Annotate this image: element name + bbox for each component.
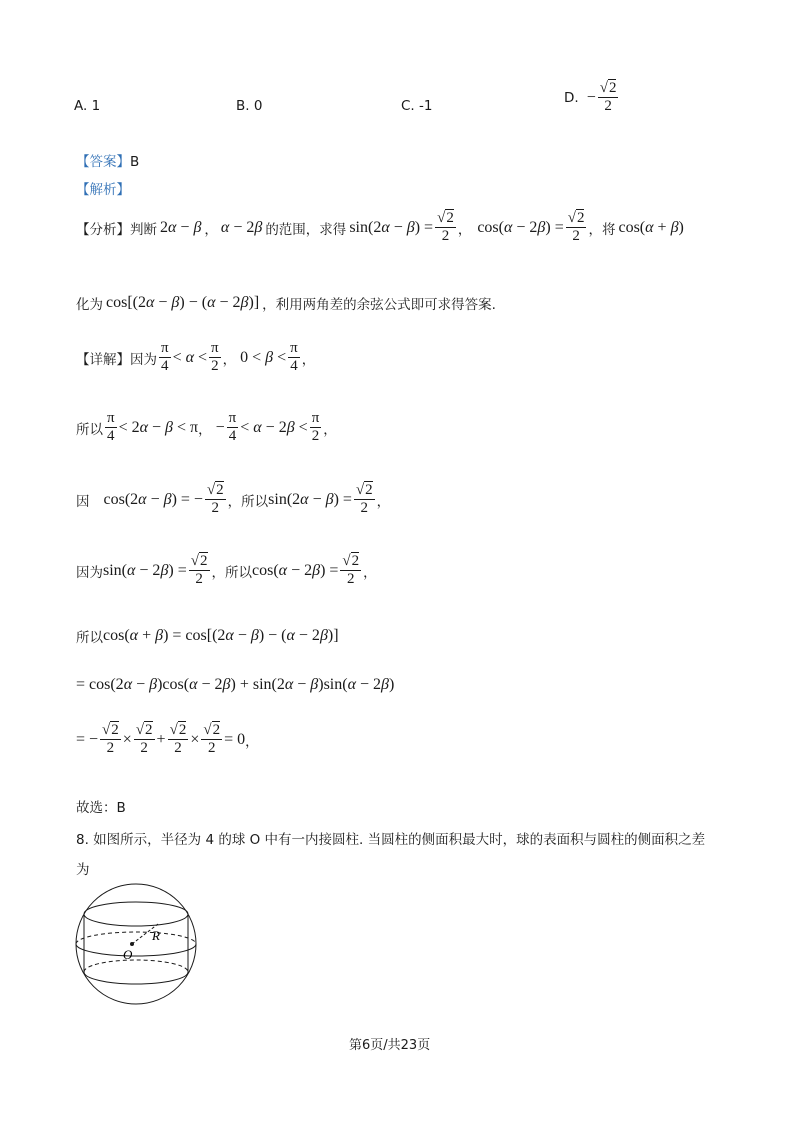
label-o: O	[123, 947, 133, 962]
analysis-line2-suffix: ，利用两角差的余弦公式即可求得答案.	[262, 297, 496, 313]
detail-line-6: = cos(2α − β)cos(α − 2β) + sin(2α − β)sin(α − 2β)	[76, 676, 395, 693]
analysis-text-3: ，将	[588, 221, 616, 238]
option-d-fraction: $\frac{√2}{2}$	[599, 80, 617, 115]
cylinder-top	[84, 902, 188, 926]
equator-front	[76, 944, 196, 956]
option-a: A. 1	[74, 98, 101, 114]
detail-line-3: 因 cos(2α − β) = − $\frac{√2}{2}$ ，所以 sin(2α − β) = $\frac{√2}{2}$ ，	[76, 482, 391, 517]
page-footer: 第6页/共23页	[349, 1038, 431, 1053]
analysis-expr-2: α − 2β	[220, 218, 263, 236]
equator-back	[76, 932, 196, 944]
detail-l3-text: 因	[76, 493, 90, 510]
analysis-tag: 【解析】	[76, 182, 130, 198]
detail-line-1: 【详解】 因为 $\frac{\pi}{4}$ < α < $\frac{\pi}{2}$ ， 0 < β < $\frac{\pi}{4}$ ，	[76, 340, 316, 375]
analysis-text-1: 判断	[130, 221, 157, 238]
analysis-expr-5: cos(α + β)	[618, 218, 684, 236]
analysis-line-1: 【分析】 判断 2α − β ， α − 2β 的范围，求得 sin(2α − β) = $\frac{√2}{2}$ ， cos(α − 2β) = $\frac{√2}{2}$ ，将 cos(α + β)	[76, 210, 684, 245]
analysis-line2-prefix: 化为	[76, 297, 103, 313]
analysis-line2-expr: cos[(2α − β) − (α − 2β)]	[106, 294, 260, 311]
sphere-cylinder-figure	[70, 880, 202, 1006]
detail-l4-text: 因为	[76, 564, 103, 581]
cylinder-bottom-front	[84, 972, 188, 984]
detail-l3-mid: ，所以	[227, 493, 269, 510]
detail-tag: 【详解】	[76, 351, 130, 368]
detail-line-5: 所以 cos(α + β) = cos[(2α − β) − (α − 2β)]	[76, 627, 339, 646]
option-d-prefix: D.	[564, 89, 579, 106]
analysis-text-2: 的范围，求得	[265, 221, 347, 238]
answer-line	[76, 150, 139, 170]
analysis-sep-1: ，	[204, 221, 218, 238]
analysis-expr-4: cos(α − 2β) =	[477, 218, 564, 236]
choice-line: 故选：B	[76, 800, 126, 816]
analysis-expr-3: sin(2α − β) =	[349, 218, 434, 236]
detail-line-7: = − $\frac{√2}{2}$ × $\frac{√2}{2}$ + $\frac{√2}{2}$ × $\frac{√2}{2}$ = 0 ，	[76, 722, 259, 757]
analysis-line-2	[76, 293, 496, 313]
answer-value: B	[130, 154, 140, 170]
analysis-sep-2: ，	[457, 221, 472, 238]
cylinder-bottom-back	[84, 960, 188, 972]
detail-l5-text: 所以	[76, 630, 103, 646]
answer-tag: 【答案】	[76, 154, 130, 170]
option-d: D. − $\frac{√2}{2}$	[564, 80, 617, 115]
detail-line-4: 因为 sin(α − 2β) = $\frac{√2}{2}$ ，所以 cos(α − 2β) = $\frac{√2}{2}$ ，	[76, 553, 377, 588]
label-r: R	[152, 928, 160, 943]
question8-line-1: 8. 如图所示，半径为 4 的球 O 中有一内接圆柱. 当圆柱的侧面积最大时，球的表面积与圆柱的侧面积之差	[76, 832, 706, 848]
option-b: B. 0	[236, 98, 263, 114]
analysis-expr-1: 2α − β	[160, 218, 202, 236]
center-point	[130, 942, 134, 946]
detail-l4-mid: ，所以	[211, 564, 252, 581]
option-c: C. -1	[401, 98, 433, 114]
detail-l1-text: 因为	[130, 351, 157, 368]
question8-line-2: 为	[76, 862, 90, 878]
detail-l2-text: 所以	[76, 421, 103, 438]
analysis-label: 【分析】	[76, 221, 130, 238]
detail-line-2: 所以 $\frac{\pi}{4}$ < 2α − β < π ， − $\frac{\pi}{4}$ < α − 2β < $\frac{\pi}{2}$ ，	[76, 410, 337, 445]
